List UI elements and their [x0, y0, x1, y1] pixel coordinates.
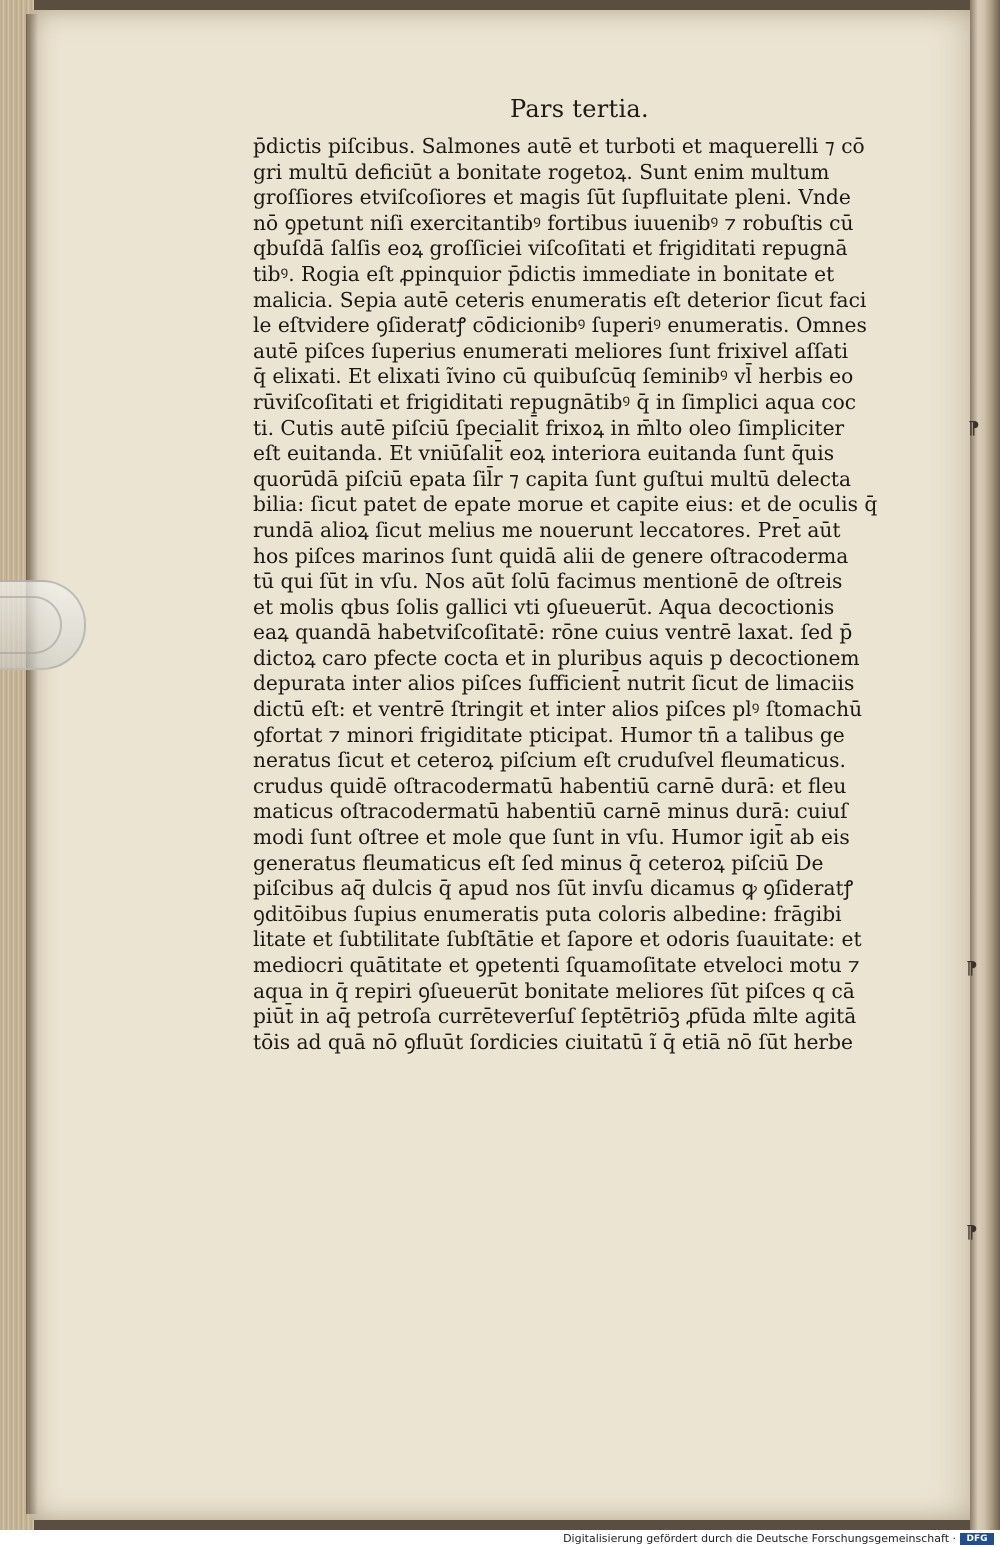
text-line: dictū eſt: et ventrē ſtringit et inter alios piſces plꝰ ſtomachū	[253, 697, 863, 722]
text-line: nō ꝯpetunt niſi exercitantibꝰ fortibus iuuenibꝰ ⁊ robuſtis cū	[253, 210, 854, 235]
text-line: litate et ſubtilitate ſubſtātie et ſapore et odoris ſuauitate: et	[253, 927, 862, 952]
text-line: rūviſcoſitati et frigiditati repugnātibꝰ q̄ in ſimplici aqua coc	[253, 389, 857, 414]
running-head: Pars tertia.	[510, 95, 649, 123]
margin-mark: ⁋	[966, 1222, 978, 1243]
text-line: et molis qbus ſolis gallici vti ꝯſueuerūt. Aqua decoctionis	[253, 594, 835, 619]
text-line: tōis ad quā nō ꝯfluūt ſordicies ciuitatū ĩ q̄ etiā nō ſūt herbe	[253, 1029, 853, 1054]
text-line: q̄ elixati. Et elixati ĩvino cū quibuſcūq ſeminibꝰ vl̄ herbis eo	[253, 364, 854, 389]
text-line: crudus quidē oſtracodermatū habentiū carnē durā: et fleu	[253, 773, 847, 798]
text-line: autē piſces ſuperius enumerati meliores ſunt frixivel aſſati	[253, 338, 849, 363]
text-line: modi ſunt oſtree et mole que ſunt in vſu. Humor igit̄ ab eis	[253, 825, 850, 850]
text-line: hos piſces marinos ſunt quidā alii de genere oſtracoderma	[253, 543, 849, 568]
margin-mark: ⁋	[966, 958, 978, 979]
text-line: bilia: ſicut patet de epate morue et capite eius: et de oculis q̄	[253, 492, 878, 517]
text-line: tū qui ſūt in vſu. Nos aūt ſolū facimus mentionē de oſtreis	[253, 569, 843, 594]
text-line: eaꝝ quandā habetviſcoſitatē: rōne cuius ventrē laxat. ſed p̄	[253, 620, 853, 645]
text-line: piſcibus aq̄ dulcis q̄ apud nos ſūt invſu dicamus ꝙ ꝯſideratꝭ	[253, 876, 854, 901]
text-block	[253, 134, 893, 1055]
text-line: generatus fleumaticus eſt ſed minus q̄ ceteroꝝ piſciū De	[253, 850, 824, 875]
text-line: qbuſdā ſalſis eoꝝ groſſiciei viſcoſitati et frigiditati repugnā	[253, 236, 848, 261]
text-line: rundā alioꝝ ſicut melius me nouerunt leccatores. Pret̄ aūt	[253, 517, 841, 542]
digitization-credit: Digitalisierung gefördert durch die Deutsche Forschungsgemeinschaft ·	[563, 1532, 956, 1545]
text-line: le eſtvidere ꝯſideratꝭ cōdicionibꝰ ſuperiꝰ enumeratis. Omnes	[253, 313, 867, 338]
text-line: depurata inter alios piſces ſufficient̄ nutrit ſicut de limaciis	[253, 671, 855, 696]
text-line: piūt̄ in aq̄ petroſa currēteverſuſ ſeptētriōꝫ ꝓfūda m̄lte agitā	[253, 1004, 857, 1029]
text-line: quorūdā piſciū epata ſil̄r ⁊ capita ſunt guſtui multū delecta	[253, 466, 852, 491]
text-line: p̄dictis piſcibus. Salmones autē et turboti et maquerelli ⁊ cō	[253, 134, 865, 158]
text-line: gri multū deficiūt a bonitate rogetoꝝ. Sunt enim multum	[253, 159, 830, 184]
text-line: aqua in q̄ repiri ꝯſueuerūt bonitate meliores ſūt piſces q cā	[253, 978, 855, 1003]
text-line: ꝯfortat ⁊ minori frigiditate pticipat. Humor tn̄ a talibus ge	[253, 722, 845, 747]
dfg-logo: DFG	[960, 1533, 994, 1545]
text-line: malicia. Sepia autē ceteris enumeratis eſt deterior ſicut faci	[253, 287, 867, 312]
text-line: groſſiores etviſcoſiores et magis ſūt ſupfluitate pleni. Vnde	[253, 185, 851, 210]
text-line: eſt euitanda. Et vniūſalit̄ eoꝝ interiora euitanda ſunt q̄uis	[253, 441, 835, 466]
text-line: maticus oſtracodermatū habentiū carnē minus durā: cuiuſ	[253, 799, 848, 824]
text-line: ti. Cutis autē piſciū ſpecialit̄ frixoꝝ in m̄lto oleo ſimpliciter	[253, 415, 845, 440]
text-line: mediocri quātitate et ꝯpetenti ſquamoſitate etveloci motu ⁊	[253, 953, 860, 977]
gutter-shadow	[26, 14, 38, 1514]
text-line: ꝯditōibus ſupius enumeratis puta coloris albedine: frāgibi	[253, 901, 842, 926]
page-clip-inner	[0, 596, 62, 654]
margin-mark: ⁋	[968, 418, 980, 439]
text-line: neratus ſicut et ceteroꝝ piſcium eſt cruduſvel fleumaticus.	[253, 748, 846, 773]
book-edge-right	[970, 0, 1000, 1530]
text-line: dictoꝝ caro pfecte cocta et in pluribus aquis p decoctionem	[253, 645, 860, 670]
text-line: tibꝰ. Rogia eſt ꝓpinquior p̄dictis immediate in bonitate et	[253, 261, 835, 286]
